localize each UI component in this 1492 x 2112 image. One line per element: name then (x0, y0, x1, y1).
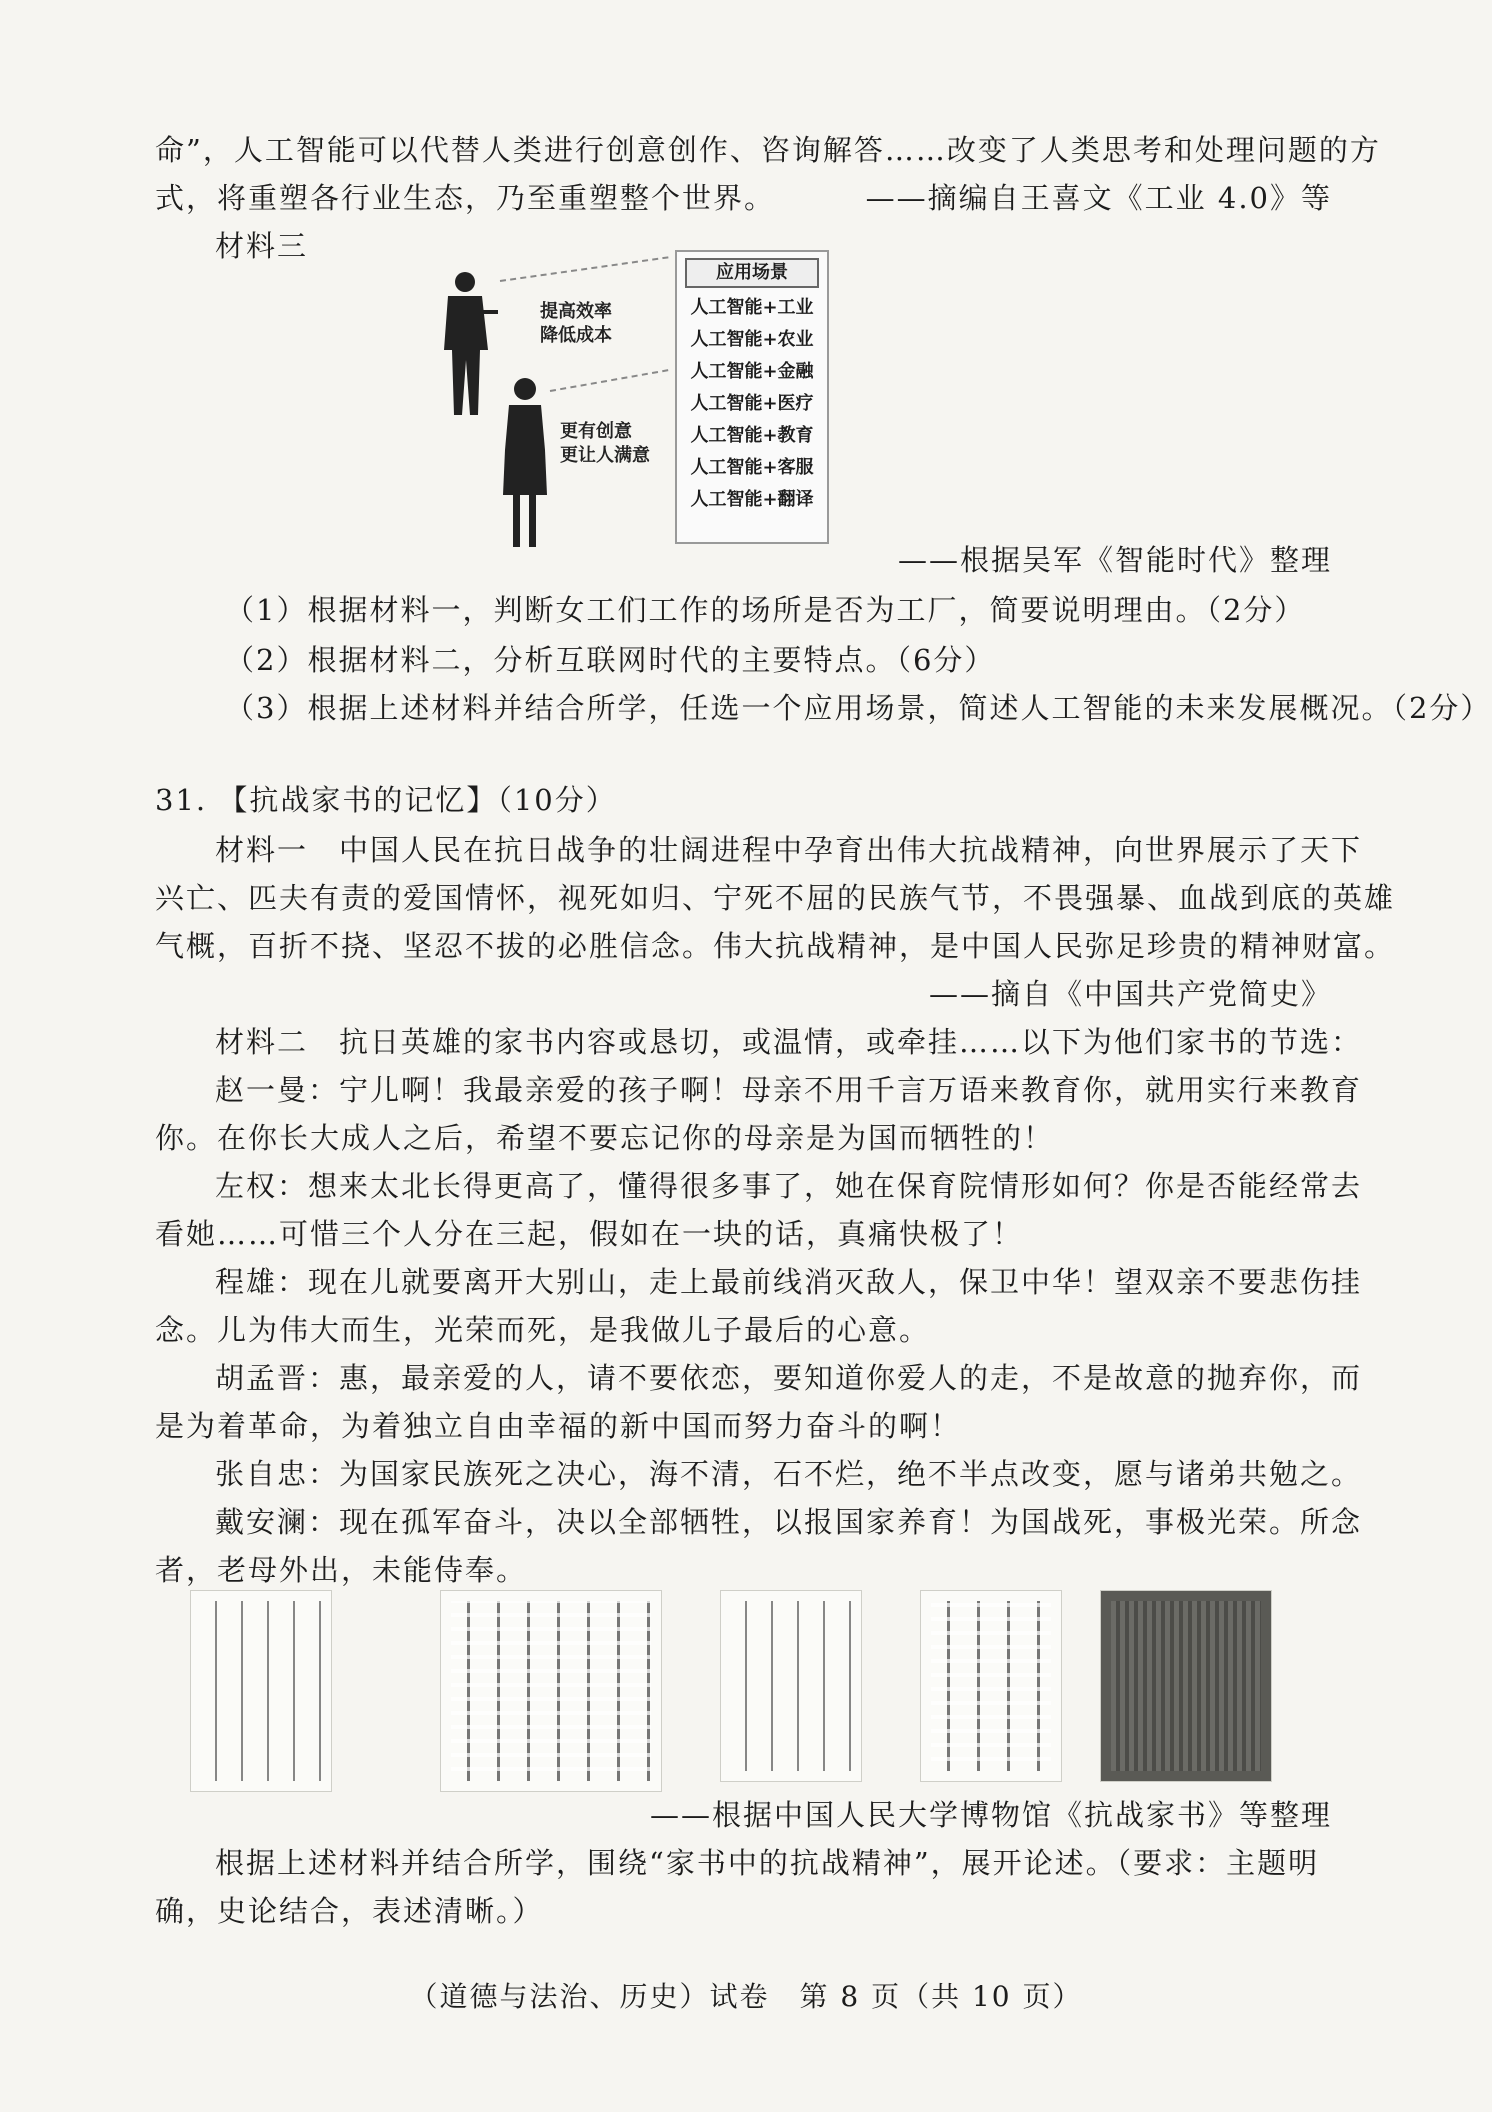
benefit-label: 提高效率 (540, 301, 612, 322)
businessman-silhouette-icon (440, 270, 500, 420)
question: （1）根据材料一，判断女工们工作的场所是否为工厂，简要说明理由。（2分） (225, 593, 1306, 627)
text-line: 兴亡、匹夫有责的爱国情怀，视死如归、宁死不屈的民族气节，不畏强暴、血战到底的英雄 (155, 881, 1396, 915)
text-line: 确，史论结合，表述清晰。） (155, 1894, 544, 1928)
letter-image (190, 1590, 332, 1792)
source-citation: ——根据吴军《智能时代》整理 (897, 543, 1332, 577)
material-heading: 材料三 (215, 229, 309, 263)
text-line: 张自忠：为国家民族死之决心，海不清，石不烂，绝不半点改变，愿与诸弟共勉之。 (215, 1457, 1363, 1491)
scenario-item: 人工智能+翻译 (690, 489, 814, 510)
scenario-item: 人工智能+农业 (690, 329, 814, 350)
text-line: 根据上述材料并结合所学，围绕“家书中的抗战精神”，展开论述。（要求：主题明 (215, 1846, 1320, 1880)
source-citation: ——根据中国人民大学博物馆《抗战家书》等整理 (649, 1798, 1332, 1832)
letter-image (440, 1590, 662, 1792)
application-scenarios-box (675, 250, 829, 544)
scenario-item: 人工智能+医疗 (690, 393, 814, 414)
benefit-label: 降低成本 (540, 325, 612, 346)
benefit-label: 更让人满意 (560, 445, 650, 466)
text-line: 者，老母外出，未能侍奉。 (155, 1553, 528, 1587)
scenario-item: 人工智能+金融 (690, 361, 814, 382)
ai-scenario-figure (430, 240, 840, 560)
scenario-item: 人工智能+工业 (690, 297, 814, 318)
text-line: 程雄：现在儿就要离开大别山，走上最前线消灭敌人，保卫中华！望双亲不要悲伤挂 (215, 1265, 1363, 1299)
text-line: 胡孟晋：惠，最亲爱的人，请不要依恋，要知道你爱人的走，不是故意的抛弃你，而 (215, 1361, 1363, 1395)
scenario-item: 人工智能+客服 (690, 457, 814, 478)
connector-line (550, 369, 669, 392)
text-line: 材料二 抗日英雄的家书内容或恳切，或温情，或牵挂……以下为他们家书的节选： (215, 1025, 1363, 1059)
text-line: 念。儿为伟大而生，光荣而死，是我做儿子最后的心意。 (155, 1313, 931, 1347)
source-citation: ——摘编自王喜文《工业 4.0》等 (865, 181, 1332, 215)
businesswoman-silhouette-icon (495, 375, 555, 550)
text-line: 式，将重塑各行业生态，乃至重塑整个世界。 (155, 181, 776, 215)
text-line: 赵一曼：宁儿啊！我最亲爱的孩子啊！母亲不用千言万语来教育你，就用实行来教育 (215, 1073, 1363, 1107)
scenarios-title: 应用场景 (685, 258, 819, 288)
text-line: 左权：想来太北长得更高了，懂得很多事了，她在保育院情形如何？你是否能经常去 (215, 1169, 1363, 1203)
letter-image (920, 1590, 1062, 1782)
text-line: 你。在你长大成人之后，希望不要忘记你的母亲是为国而牺牲的！ (155, 1121, 1055, 1155)
text-line: 命”，人工智能可以代替人类进行创意创作、咨询解答……改变了人类思考和处理问题的方 (155, 133, 1381, 167)
letter-image (720, 1590, 862, 1782)
text-line: 看她……可惜三个人分在三起，假如在一块的话，真痛快极了！ (155, 1217, 1024, 1251)
text-line: 戴安澜：现在孤军奋斗，决以全部牺牲，以报国家养育！为国战死，事极光荣。所念 (215, 1505, 1363, 1539)
letter-image (1100, 1590, 1272, 1782)
scenario-item: 人工智能+教育 (690, 425, 814, 446)
question: （2）根据材料二，分析互联网时代的主要特点。（6分） (225, 643, 996, 677)
text-line: 气概，百折不挠、坚忍不拔的必胜信念。伟大抗战精神，是中国人民弥足珍贵的精神财富。 (155, 929, 1396, 963)
source-citation: ——摘自《中国共产党简史》 (928, 977, 1332, 1011)
text-line: 材料一 中国人民在抗日战争的壮阔进程中孕育出伟大抗战精神，向世界展示了天下 (215, 833, 1363, 867)
text-line: 是为着革命，为着独立自由幸福的新中国而努力奋斗的啊！ (155, 1409, 962, 1443)
question: （3）根据上述材料并结合所学，任选一个应用场景，简述人工智能的未来发展概况。（2分） (225, 691, 1492, 725)
question-heading: 31. 【抗战家书的记忆】（10分） (155, 783, 617, 817)
letters-photo-strip (160, 1590, 1340, 1800)
page-footer: （道德与法治、历史）试卷 第 8 页（共 10 页） (409, 1980, 1083, 2013)
benefit-label: 更有创意 (560, 421, 632, 442)
connector-line (500, 256, 669, 282)
